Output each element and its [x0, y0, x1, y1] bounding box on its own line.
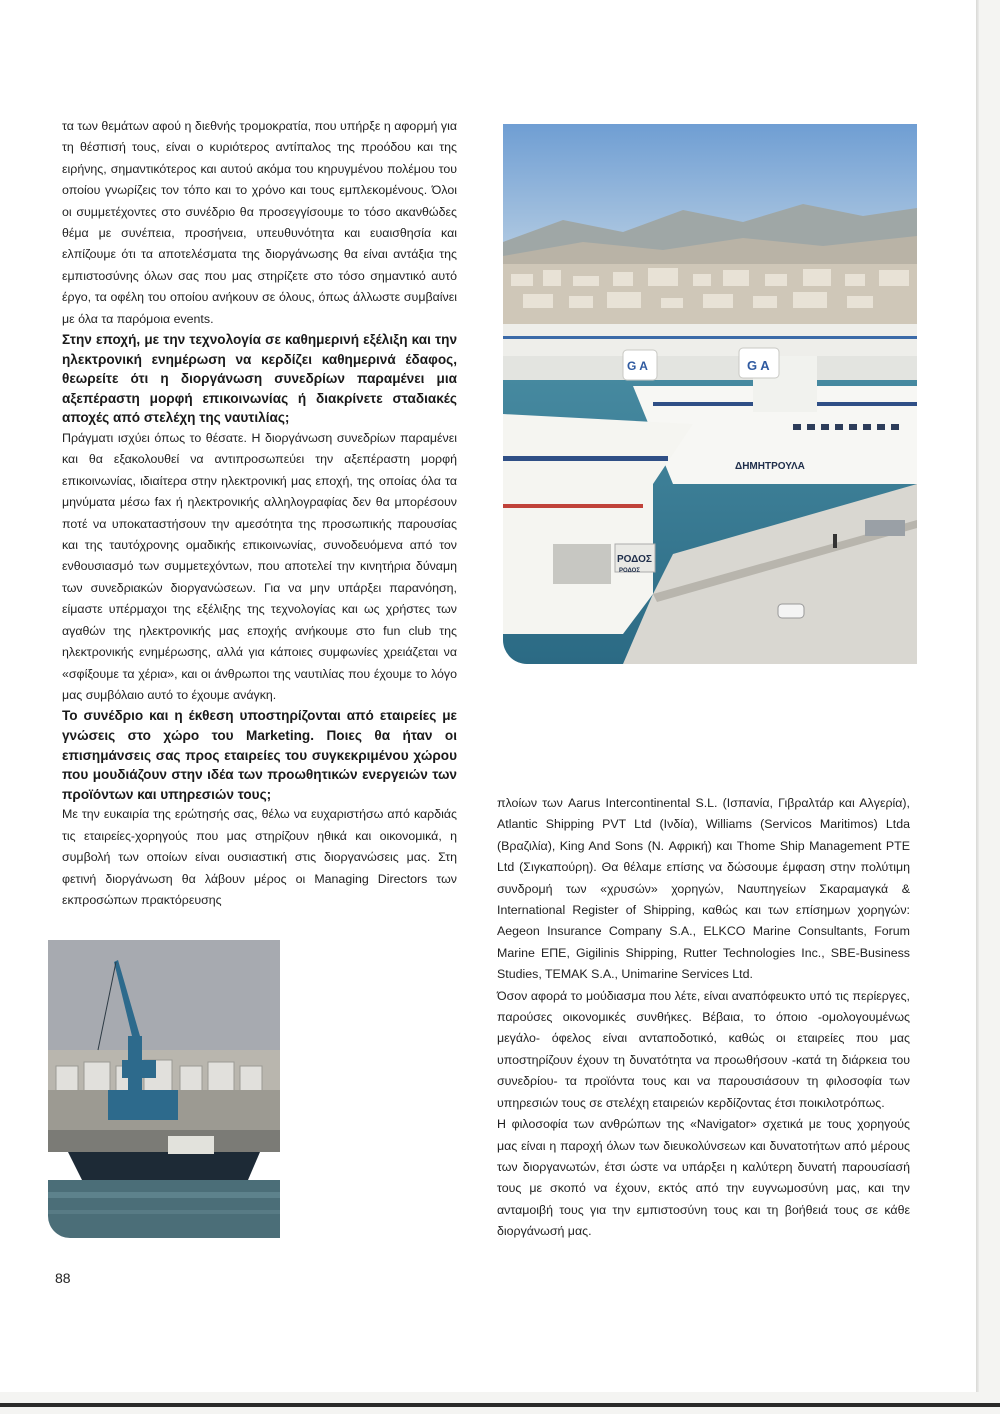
right-column [497, 793, 910, 1243]
ship-name-2b: ΡΟΔΟΣ [619, 568, 640, 574]
answer-1: Πράγματι ισχύει όπως το θέσατε. Η διοργάνωση συνεδρίων παραμένει και θα εξακολουθεί να αντιπροσωπεύει την αξεπέραστη μορφή επικοινωνίας, ιδιαίτερα στην ηλεκτρονική μας εποχή, της οποίας όλα τα μηνύματα μέσω fax ή ηλεκτρονικής αλληλογραφίας δεν θα μπορέσουν ποτέ να υποκαταστήσουν την αμεσότητα της προσωπικής παρουσίας και της ταυτόχρονης ομαδικής επικοινωνίας, συνοδευόμενα από τον ενθουσιασμό των συμμετεχόντων, που αποτελεί την κινητήρια δύναμη των συνεδριακών διοργανώσεων. Για να μην υπάρξει παρανόηση, είμαστε υπέρμαχοι της εξέλιξης της τεχνολογίας και ως χρήστες των αγαθών της ηλεκτρονικής μας εποχής ανήκουμε στο fun club της ηλεκτρονικής ενημέρωσης, αλλά για κάποιες συμφωνίες χρειάζεται να «σφίξουμε τα χέρια», και οι άνθρωποι της ναυτιλίας που έχουμε το λόγο μας συμβόλαιο αυτό το έχουμε ανάγκη. [62, 431, 457, 702]
crane-illustration [48, 940, 280, 1238]
philosophy-paragraph: Η φιλοσοφία των ανθρώπων της «Navigator» σχετικά με τους χορηγούς μας είναι η παροχή όλων των διευκολύνσεων και δυνατοτήτων από μέρους των διοργανωτών, έτσι ώστε να υπάρξει η καλύτερη δυνατή παρουσίασή τους με σκοπό να έχουν, εκτός από την ευγνωμοσύνη μας, και την ανταμοιβή τους για την εμπιστοσύνη τους και τη βοήθειά τους σε κάθε διοργάνωσή μας. [497, 1117, 910, 1239]
sponsors-paragraph: πλοίων των Aarus Intercontinental S.L. (Ισπανία, Γιβραλτάρ και Αλγερία), Atlantic Shipping PVT Ltd (Ινδία), Williams (Servicos Maritimos) Ltda (Βραζιλία), King And Sons (N. Αφρική) και Thome Ship Management PTE Ltd (Σιγκαπούρη). Θα θέλαμε επίσης να δώσουμε έμφαση στην πολύτιμη συνδρομή των «χρυσών» χορηγών, Ναυπηγείων Σκαραμαγκά & International Register of Shipping, καθώς και των επίσημων χορηγών: Aegeon Insurance Company S.A., ELKCO Marine Consultants, Forum Marine ΕΠΕ, Gigilinis Shipping, Rutter Technologies Inc., SBE-Business Studies, TEMAK S.A., Unimarine Services Ltd. [497, 796, 910, 982]
ship-name-2: ΡΟΔΟΣ [617, 554, 652, 565]
question-1: Στην εποχή, με την τεχνολογία σε καθημερινή εξέλιξη και την ηλεκτρονική ενημέρωση να κερδίζει καθημερινά έδαφος, θεωρείτε ότι η διοργάνωση συνεδρίων παραμένει μια αξεπέραστη μορφή επικοινωνίας ή διακρίνετε σταδιακές αποχές από στελέχη της ναυτιλίας; [62, 332, 457, 426]
benefits-paragraph: Όσον αφορά το μούδιασμα που λέτε, είναι αναπόφευκτο υπό τις περίεργες, παρούσες οικονομικές συνθήκες. Βέβαια, το όποιο -ομολογουμένως μεγάλο- όφελος είναι ανταποδοτικό, καθώς οι εταιρείες που μας υποστηρίζουν έχουν τη δυνατότητα να προωθήσουν -κατά τη διάρκεια του συνεδρίου- τα προϊόντα τους και να παρουσιάσουν τη φιλοσοφία των υπηρεσιών τους σε στελέχη εταιρειών κερδίζοντας έτσι ποικιλοτρόπως. [497, 988, 910, 1110]
intro-paragraph: τα των θεμάτων αφού η διεθνής τρομοκρατία, που υπήρξε η αφορμή για τη θέσπισή τους, είναι ο κυριότερος αντίπαλος της προόδου και της ειρήνης, σημαντικότερος και αυτού ακόμα του κηρυγμένου πολέμου του οποίου γνωρίζεις τον τόπο και το χρόνο και τους εμπλεκομένους. Όλοι οι συμμετέχοντες στο συνέδριο θα προσεγγίσουμε το τόσο ακανθώδες θέμα με συνέπεια, προσήνεια, υπευθυνότητα και ευαισθησία και ελπίζουμε ότι τα αποτελέσματα της διοργάνωσης θα είναι αντάξια της εμπιστοσύνης όλων σας που μας στηρίζετε στο τόσο σημαντικό αυτό έργο, τα οφέλη του οποίου ανήκουν σε όλους, όπως άλλωστε συμβαίνει με όλα τα παρόμοια events. [62, 119, 457, 326]
bottom-rule [0, 1403, 1000, 1407]
crane-photo [48, 940, 280, 1238]
page-number: 88 [55, 1270, 71, 1286]
page-edge [976, 0, 979, 1392]
answer-2: Με την ευκαιρία της ερώτησής σας, θέλω να ευχαριστήσω από καρδιάς τις εταιρείες-χορηγούς που μας στηρίζουν ηθικά και οικονομικά, η συμβολή των οποίων είναι ουσιαστική στις διοργανώσεις μας. Στη φετινή διοργάνωση θα λάβουν μέρος οι Managing Directors των εκπροσώπων πρακτόρευσης [62, 807, 457, 907]
harbor-photo [503, 124, 917, 664]
ship-name-1: ΔΗΜΗΤΡΟΥΛΑ [735, 461, 805, 472]
funnel-logo-1: G A [747, 358, 770, 373]
question-2: Το συνέδριο και η έκθεση υποστηρίζονται από εταιρείες με γνώσεις στο χώρο του Marketing. Ποιες θα ήταν οι επισημάνσεις σας προς εταιρείες του συγκεκριμένου χώρου που μουδιάζουν στην ιδέα των προωθητικών ενεργειών των προϊόντων και υπηρεσιών τους; [62, 708, 457, 802]
funnel-logo-2: G A [627, 359, 648, 373]
harbor-illustration [503, 124, 917, 664]
left-column [62, 116, 457, 911]
